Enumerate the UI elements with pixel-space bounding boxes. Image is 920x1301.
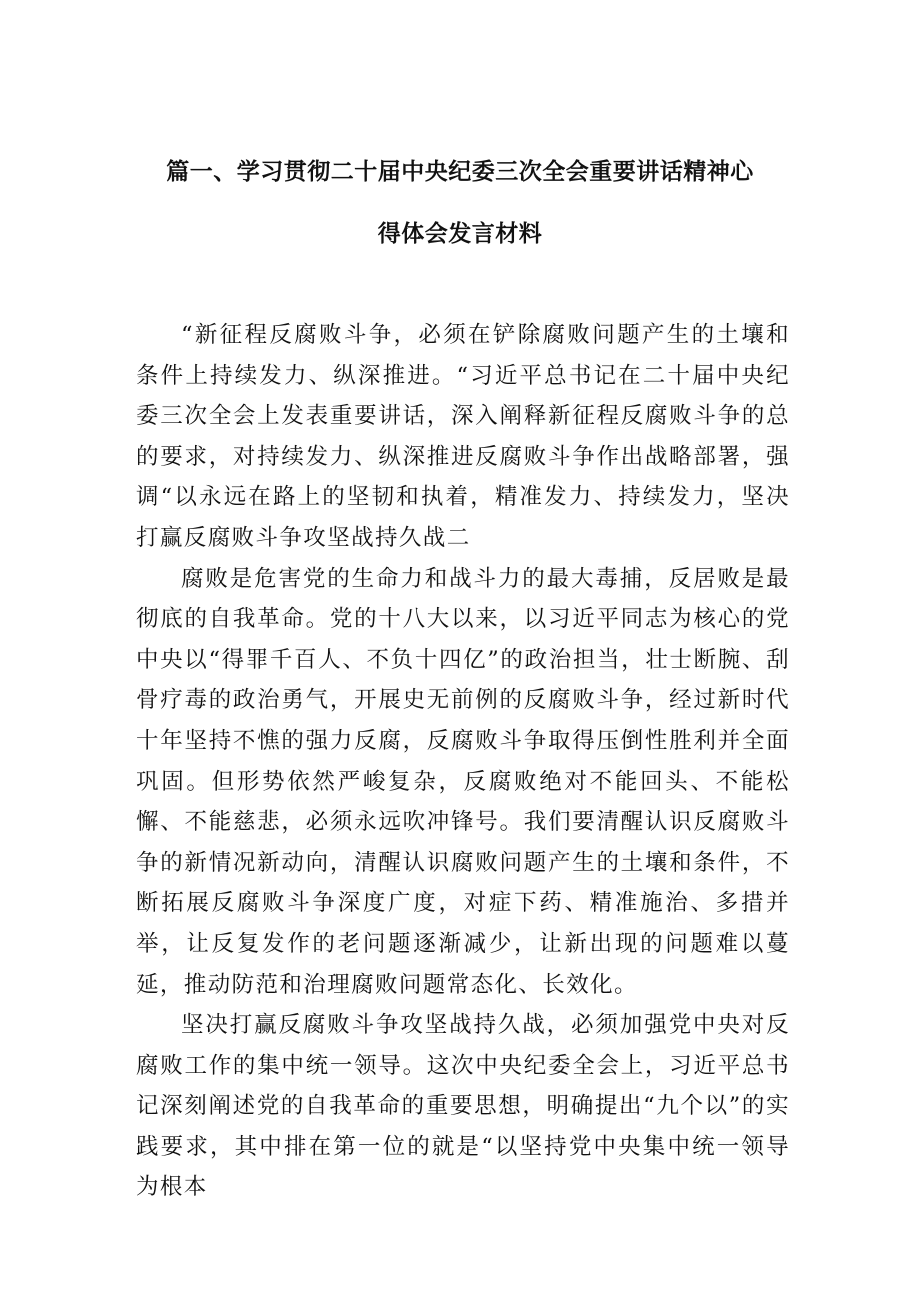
paragraph-3: 坚决打赢反腐败斗争攻坚战持久战，必须加强党中央对反腐败工作的集中统一领导。这次中央纪委全会上，习近平总书记深刻阐述党的自我革命的重要思想，明确提出“九个以”的实践要求，其中排在第一位的就是“以坚持党中央集中统一领导为根本 [136, 1012, 790, 1201]
document-title-line-2: 得体会发言材料 [377, 221, 543, 247]
paragraph-1: “新征程反腐败斗争，必须在铲除腐败问题产生的土壤和条件上持续发力、纵深推进。“习近平总书记在二十届中央纪委三次全会上发表重要讲话，深入阐释新征程反腐败斗争的总的要求，对持续发力、纵深推进反腐败斗争作出战略部署，强调“以永远在路上的坚韧和执着，精准发力、持续发力，坚决打赢反腐败斗争攻坚战持久战二 [136, 322, 790, 551]
paragraph-2: 腐败是危害党的生命力和战斗力的最大毒捕，反居败是最彻底的自我革命。党的十八大以来，以习近平同志为核心的党中央以“得罪千百人、不负十四亿”的政治担当，壮士断腕、刮骨疗毒的政治勇气，开展史无前例的反腐败斗争，经过新时代十年坚持不憔的强力反腐，反腐败斗争取得压倒性胜利并全面巩固。但形势依然严峻复杂，反腐败绝对不能回头、不能松懈、不能慈悲，必须永远吹冲锋号。我们要清醒认识反腐败斗争的新情况新动向，清醒认识腐败问题产生的土壤和条件，不断拓展反腐败斗争深度广度，对症下药、精准施治、多措并举，让反复发作的老问题逐渐减少，让新出现的问题难以蔓延，推动防范和治理腐败问题常态化、长效化。 [136, 565, 790, 998]
document-title-line-1: 篇一、学习贯彻二十届中央纪委三次全会重要讲话精神心 [166, 159, 754, 185]
document-body [136, 315, 790, 1208]
